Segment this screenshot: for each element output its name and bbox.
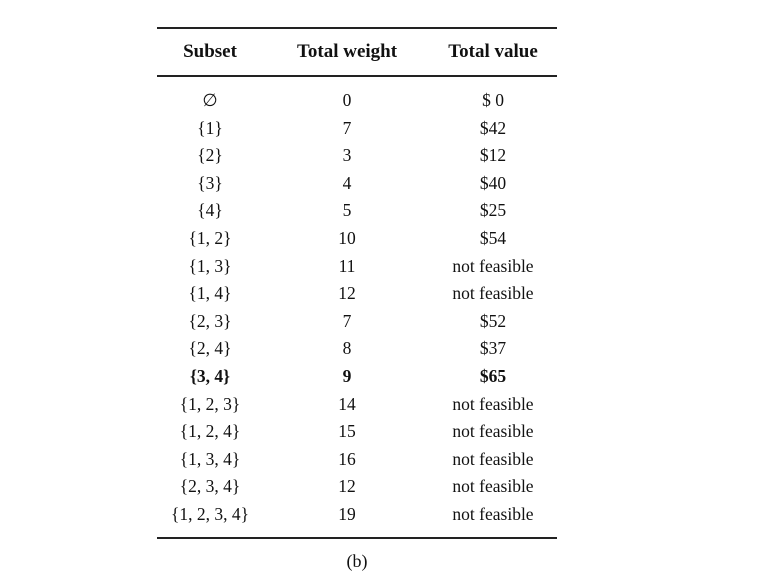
cell-subset: {2, 3} <box>188 310 232 331</box>
cell-total-weight: 4 <box>342 172 352 193</box>
cell-total-value: $65 <box>479 366 507 386</box>
cell-total-value: not feasible <box>452 283 534 304</box>
cell-total-weight: 3 <box>342 145 352 166</box>
header-row <box>157 38 557 66</box>
cell-total-value: $37 <box>479 338 507 359</box>
cell-subset: {1, 4} <box>188 283 232 304</box>
knapsack-subsets-table <box>157 0 557 581</box>
cell-subset: {2} <box>197 145 223 166</box>
bottom-rule <box>157 537 557 539</box>
cell-total-value: $52 <box>479 310 507 331</box>
cell-total-value: not feasible <box>452 476 534 497</box>
table-row <box>157 225 557 253</box>
cell-total-value: not feasible <box>452 448 534 469</box>
cell-subset: {1, 2, 3} <box>179 393 241 414</box>
table-row <box>157 308 557 336</box>
cell-subset: ∅ <box>202 90 218 110</box>
table-row <box>157 391 557 419</box>
cell-total-weight: 7 <box>342 117 352 138</box>
header-total-value: Total value <box>448 41 538 62</box>
table-row <box>157 87 557 115</box>
cell-total-weight: 10 <box>338 228 356 248</box>
cell-total-weight: 12 <box>338 476 356 497</box>
cell-total-weight: 15 <box>338 421 356 442</box>
cell-total-weight: 16 <box>338 448 356 469</box>
cell-total-weight: 8 <box>342 338 352 359</box>
cell-total-value: $40 <box>479 172 507 193</box>
cell-total-value: $25 <box>479 200 507 221</box>
cell-subset: {2, 3, 4} <box>179 476 241 497</box>
cell-subset: {1} <box>197 117 223 138</box>
cell-subset: {3, 4} <box>189 366 231 386</box>
header-total-weight: Total weight <box>296 41 398 62</box>
table-row <box>157 142 557 170</box>
cell-total-weight: 12 <box>338 283 356 304</box>
cell-total-value: not feasible <box>452 393 534 414</box>
cell-total-value: $12 <box>479 145 507 166</box>
table-row <box>157 115 557 143</box>
cell-total-value: not feasible <box>452 504 534 524</box>
table-caption: (b) <box>346 551 368 571</box>
cell-subset: {1, 2, 4} <box>179 421 241 442</box>
table-row <box>157 446 557 474</box>
cell-subset: {1, 2, 3, 4} <box>170 504 250 524</box>
cell-total-weight: 11 <box>338 255 356 276</box>
cell-total-weight: 0 <box>342 90 352 110</box>
header-rule <box>157 75 557 77</box>
header-subset: Subset <box>183 41 237 62</box>
top-rule <box>157 27 557 29</box>
cell-subset: {1, 3, 4} <box>179 448 241 469</box>
table-row <box>157 335 557 363</box>
cell-subset: {4} <box>197 200 223 221</box>
cell-total-value: $ 0 <box>482 90 504 110</box>
cell-total-weight: 9 <box>342 366 352 386</box>
cell-subset: {3} <box>197 172 223 193</box>
cell-total-weight: 14 <box>338 393 356 414</box>
cell-subset: {1, 2} <box>188 228 232 248</box>
cell-total-weight: 19 <box>338 504 356 524</box>
cell-subset: {2, 4} <box>188 338 232 359</box>
cell-total-weight: 7 <box>342 310 352 331</box>
table-row-optimal <box>157 363 557 391</box>
table-row <box>157 253 557 281</box>
table-row <box>157 418 557 446</box>
cell-total-value: $54 <box>479 228 507 248</box>
cell-total-value: $42 <box>479 117 507 138</box>
table-row <box>157 473 557 501</box>
cell-subset: {1, 3} <box>188 255 232 276</box>
cell-total-weight: 5 <box>342 200 352 221</box>
table-row <box>157 501 557 529</box>
table-row <box>157 280 557 308</box>
table-row <box>157 170 557 198</box>
cell-total-value: not feasible <box>452 255 534 276</box>
table-row <box>157 197 557 225</box>
cell-total-value: not feasible <box>452 421 534 442</box>
